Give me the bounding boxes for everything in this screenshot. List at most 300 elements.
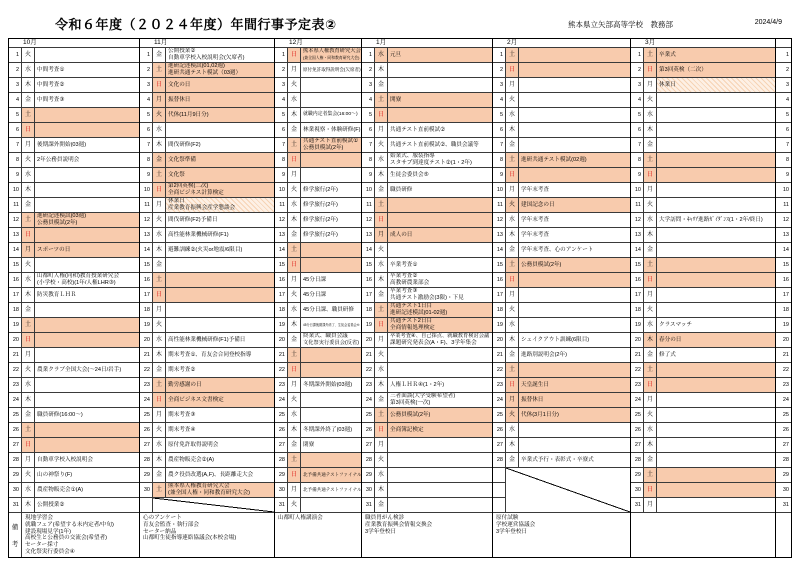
day-number-cell: 1 [140,48,153,63]
weekday-cell: 木 [153,138,166,153]
event-cell [166,468,274,483]
day-number-cell: 11 [140,198,153,213]
day-index-cell: 23 [776,378,791,393]
day-number-cell: 22 [275,363,288,378]
event-cell [657,318,775,333]
weekday-cell: 金 [22,408,35,423]
remarks-text: 山都町人権講演会 [278,515,323,521]
weekday-cell: 日 [506,63,519,78]
day-number-cell: 27 [493,438,506,453]
event-cell [301,63,361,78]
event-cell [388,258,492,273]
weekday-cell: 土 [375,408,388,423]
event-text: 生徒会委員会⑤ [390,171,429,178]
event-cell [519,423,630,438]
day-number-cell: 9 [9,168,22,183]
weekday-cell: 金 [375,498,388,513]
day-number-cell: 14 [9,243,22,258]
remarks-text: 山都町生徒指導連絡協議会(本校会場) [143,535,237,542]
weekday-cell: 水 [644,108,657,123]
event-text: 進路別説明会(2年) [521,351,567,358]
event-text: 中間考査② [37,81,65,88]
day-number-cell: 1 [493,48,506,63]
day-number-cell: 13 [362,228,375,243]
day-number-cell: 2 [631,63,644,78]
event-cell [35,288,139,303]
event-text: 全商情報処理検定 [390,325,435,331]
day-number-cell: 27 [275,438,288,453]
event-cell [166,273,274,288]
weekday-cell: 日 [375,213,388,228]
weekday-cell: 日 [506,168,519,183]
weekday-cell: 火 [22,468,35,483]
event-text: 高性能林業機械研修(F1) [168,231,229,238]
day-index-cell: 28 [776,453,791,468]
weekday-cell: 火 [644,93,657,108]
event-text: 振替休日 [168,96,191,103]
event-cell [388,93,492,108]
weekday-cell: 水 [506,108,519,123]
day-number-cell: 17 [140,288,153,303]
event-cell [301,258,361,273]
weekday-cell: 金 [22,198,35,213]
event-cell [519,138,630,153]
day-number-cell: 20 [631,333,644,348]
day-number-cell: 29 [362,468,375,483]
weekday-cell: 水 [644,423,657,438]
weekday-cell: 月 [506,288,519,303]
event-text: 修学旅行(2年) [303,216,338,223]
remarks-text: 就職フェア(希望する未内定者/中旬) [25,521,114,528]
day-number-cell: 31 [631,498,644,513]
day-number-cell: 9 [631,168,644,183]
day-number-cell: 11 [493,198,506,213]
weekday-cell: 金 [375,78,388,93]
day-number-cell: 14 [493,243,506,258]
event-text: 卒業考査④、自己採点、就職教育検討会議 [390,333,490,340]
event-cell [166,258,274,273]
event-cell [519,333,630,348]
weekday-cell: 水 [375,48,388,63]
weekday-cell: 木 [288,423,301,438]
event-cell [519,153,630,168]
weekday-cell: 火 [644,408,657,423]
event-cell [657,183,775,198]
month-header: 11月 [140,39,274,48]
event-cell [657,363,775,378]
event-text: 産業教育振興会産学懇談会 [168,205,236,211]
event-text: 間伐研修(F2) [168,141,201,148]
day-number-cell: 19 [140,318,153,333]
month-column [362,39,493,557]
day-number-cell: 9 [275,168,288,183]
event-text: スタサプ到達度テスト②(1・2年) [390,160,472,166]
event-cell [657,168,775,183]
day-number-cell [140,498,153,513]
event-text: 共通テスト直前模試②、職員会議等 [390,141,479,148]
day-index-cell: 3 [776,78,791,93]
weekday-cell: 木 [644,123,657,138]
day-number-cell: 1 [9,48,22,63]
day-number-cell: 8 [493,153,506,168]
event-cell [35,183,139,198]
weekday-cell: 木 [375,63,388,78]
day-number-cell: 26 [9,423,22,438]
event-cell [519,228,630,243]
weekday-cell: 月 [375,228,388,243]
event-cell [519,453,630,468]
day-number-cell: 15 [362,258,375,273]
day-number-cell: 19 [493,318,506,333]
event-cell [166,483,274,498]
weekday-cell: 月 [153,93,166,108]
day-number-cell: 24 [9,393,22,408]
event-text: 修学旅行(2年) [303,201,338,208]
weekday-cell: 土 [153,483,166,498]
event-cell [657,423,775,438]
weekday-cell: 土 [153,168,166,183]
event-text: シェイクアウト訓練(6限目) [521,336,590,343]
event-text: 全商ビジネス計算検定 [168,190,224,196]
event-cell [166,93,274,108]
day-number-cell: 5 [9,108,22,123]
page-title: 令和６年度（２０２４年度）年間行事予定表② [55,17,337,32]
day-number-cell [493,468,506,483]
weekday-cell: 月 [375,123,388,138]
event-cell [657,303,775,318]
weekday-cell: 水 [22,483,35,498]
event-cell [657,498,775,513]
event-text: 原付免許取得説明会 [168,441,219,448]
event-cell [388,363,492,378]
day-number-cell: 24 [362,393,375,408]
day-number-cell: 16 [9,273,22,288]
event-text: 全商簿記検定 [390,426,424,433]
weekday-cell: 土 [644,48,657,63]
weekday-cell: 水 [375,153,388,168]
event-text: 文化祭準備 [168,156,196,163]
day-number-cell: 25 [9,408,22,423]
day-number-cell: 21 [140,348,153,363]
weekday-cell: 木 [644,228,657,243]
weekday-cell: 金 [153,468,166,483]
event-cell [657,348,775,363]
event-text: 間伐研修(F2)予備日 [168,216,218,223]
weekday-cell: 金 [375,288,388,303]
day-number-cell: 17 [631,288,644,303]
weekday-cell: 土 [644,363,657,378]
weekday-cell: 金 [644,243,657,258]
day-number-cell: 19 [362,318,375,333]
event-cell [35,318,139,333]
event-text: 修了式 [659,351,676,358]
event-text: 休業日 [659,81,676,88]
day-number-cell: 2 [493,63,506,78]
remarks-text: 高校生と公務員の交流会(希望者) [25,535,108,542]
event-cell [519,48,630,63]
day-index-cell: 25 [776,408,791,423]
event-cell [657,438,775,453]
event-text: クラスマッチ [659,321,693,328]
event-cell [35,423,139,438]
print-date: 2024/4/9 [754,19,782,26]
event-cell [35,468,139,483]
event-cell [301,213,361,228]
event-cell [301,153,361,168]
weekday-cell: 水 [153,123,166,138]
day-number-cell: 2 [362,63,375,78]
day-number-cell: 12 [493,213,506,228]
event-cell [519,363,630,378]
event-text: 開寮 [390,96,402,103]
event-text: 第2回英検(二次) [168,183,209,190]
event-text: 進研共通テスト模試(02週) [521,156,587,163]
event-text: 職員研修 [390,186,413,193]
day-index-cell: 30 [776,483,791,498]
event-cell [301,363,361,378]
event-cell [657,273,775,288]
event-cell [388,78,492,93]
event-cell [657,378,775,393]
day-number-cell: 16 [631,273,644,288]
day-number-cell: 7 [275,138,288,153]
weekday-cell: 土 [22,318,35,333]
event-text: 公開授業② [37,501,65,508]
event-text: 成人の日 [390,231,413,238]
event-cell [166,198,274,213]
event-cell [657,213,775,228]
event-cell [657,198,775,213]
month-column [493,39,631,557]
event-cell [519,108,630,123]
event-text: 45分日課 [303,291,327,298]
day-index-cell: 8 [776,153,791,168]
event-text: 休業日 [168,198,185,205]
day-number-cell: 23 [275,378,288,393]
event-text: 防災教育ＬＨＲ [37,291,77,298]
day-number-cell: 22 [9,363,22,378]
day-number-cell: 13 [275,228,288,243]
event-cell [166,63,274,78]
day-number-cell: 23 [140,378,153,393]
weekday-cell: 金 [375,183,388,198]
event-text: 進研記述模試(01,02週) [168,63,225,70]
remarks-cell [22,513,139,557]
event-cell [388,408,492,423]
event-cell [388,48,492,63]
day-number-cell: 11 [362,198,375,213]
event-text: 山の神祭り(F) [37,471,73,478]
day-number-cell: 22 [631,363,644,378]
event-cell [657,108,775,123]
event-cell [166,288,274,303]
remarks-text: 現地学習会 [25,515,53,521]
day-index-cell: 4 [776,93,791,108]
remarks-text: 職員胃がん検診 [365,515,405,521]
event-cell [388,333,492,348]
day-number-cell: 31 [275,498,288,513]
event-text: 人権ＬＨＲ④(1・2年) [390,381,445,388]
weekday-cell: 土 [644,258,657,273]
event-cell [519,93,630,108]
weekday-cell: 土 [375,303,388,318]
event-cell [35,438,139,453]
event-text: 中間考査① [37,66,65,73]
weekday-cell: 土 [22,108,35,123]
day-number-cell: 3 [493,78,506,93]
weekday-cell: 金 [644,453,657,468]
event-cell [35,138,139,153]
remarks-text: 文化祭実行委員会④ [25,548,75,555]
day-number-cell: 12 [362,213,375,228]
weekday-cell: 月 [506,78,519,93]
event-text: 公務員模試(2年) [37,220,78,226]
day-index-cell: 13 [776,228,791,243]
event-cell [166,303,274,318]
remarks-text: 産業教育振興会情報交換会 [365,521,433,528]
event-cell [301,123,361,138]
day-number-cell: 28 [140,453,153,468]
day-number-cell: 14 [140,243,153,258]
day-number-cell: 10 [275,183,288,198]
day-number-cell: 13 [631,228,644,243]
day-number-cell: 7 [140,138,153,153]
weekday-cell: 土 [506,363,519,378]
day-index-cell: 14 [776,243,791,258]
weekday-cell: 土 [375,198,388,213]
event-text: 第3回英検(一次) [390,400,431,406]
event-text: 45分日課、職員研修 [303,306,354,313]
event-text: 熊本県人権教育研究大会 [303,48,361,55]
day-number-cell: 30 [362,483,375,498]
event-cell [519,348,630,363]
day-number-cell: 15 [9,258,22,273]
weekday-cell: 木 [506,228,519,243]
day-number-cell: 31 [9,498,22,513]
event-text: 共通テスト1日目 [390,303,433,310]
weekday-cell: 日 [22,438,35,453]
event-cell [388,318,492,333]
event-cell [657,288,775,303]
day-number-cell: 4 [362,93,375,108]
event-text: 修学旅行(2年) [303,186,338,193]
event-text: 期末考査①、育友会合同登校指導 [168,351,252,358]
day-index-cell: 19 [776,318,791,333]
day-number-cell: 5 [362,108,375,123]
event-cell [388,498,492,513]
month-column [275,39,362,557]
event-cell [35,198,139,213]
day-number-cell: 17 [275,288,288,303]
weekday-cell: 水 [506,213,519,228]
event-text: 進研共通テスト模試（03週） [168,70,242,76]
remarks-label: 備 考 [9,513,22,557]
weekday-cell: 日 [153,78,166,93]
weekday-cell: 水 [153,333,166,348]
day-number-cell: 16 [362,273,375,288]
event-cell [519,123,630,138]
event-cell [657,153,775,168]
day-number-cell: 20 [362,333,375,348]
event-cell [301,138,361,153]
day-number-cell: 8 [362,153,375,168]
event-cell [519,183,630,198]
weekday-cell: 日 [288,363,301,378]
day-number-cell: 10 [362,183,375,198]
day-number-cell: 6 [631,123,644,138]
event-text: (兼全国人権・同和教育研究大会) [168,490,251,496]
day-number-cell: 22 [493,363,506,378]
day-number-cell: 17 [493,288,506,303]
event-cell [301,378,361,393]
event-text: 45分日課後期課外終了、生徒会委員会⑥ [303,322,360,327]
month-header: 12月 [275,39,361,48]
event-cell [166,183,274,198]
day-number-cell: 18 [362,303,375,318]
event-text: 公開授業② [168,48,196,55]
day-number-cell: 10 [631,183,644,198]
event-text: 農産物販売会①(A) [37,486,84,493]
weekday-cell: 土 [644,153,657,168]
event-cell [166,168,274,183]
event-text: 勤労感謝の日 [168,381,202,388]
weekday-cell: 月 [644,498,657,513]
day-number-cell: 19 [9,318,22,333]
event-cell [166,423,274,438]
weekday-cell: 火 [506,198,519,213]
day-number-cell: 3 [275,78,288,93]
event-cell [166,348,274,363]
remarks-text: セーター納品 [143,528,177,535]
weekday-cell: 火 [288,288,301,303]
day-index-cell: 17 [776,288,791,303]
event-cell [657,393,775,408]
event-cell [301,183,361,198]
weekday-cell: 木 [22,288,35,303]
event-cell [166,78,274,93]
day-number-cell: 25 [631,408,644,423]
remarks-text: 3学年登校日 [496,528,528,535]
event-text: 三者面談(大学受験希望者) [390,393,456,400]
day-number-cell: 8 [631,153,644,168]
event-cell [301,318,361,333]
event-cell [519,63,630,78]
weekday-cell: 土 [644,468,657,483]
event-cell [166,453,274,468]
event-cell [301,498,361,513]
remarks-cell [493,513,630,557]
day-number-cell: 13 [493,228,506,243]
day-index-cell: 12 [776,213,791,228]
event-text: 林業視察・体験研修(F) [303,126,361,133]
day-number-cell: 28 [631,453,644,468]
event-cell [519,408,630,423]
day-index-cell: 31 [776,498,791,513]
weekday-cell: 金 [22,303,35,318]
day-number-cell: 8 [9,153,22,168]
weekday-cell: 土 [506,153,519,168]
weekday-cell: 日 [153,183,166,198]
event-text: 原付免許取得説明会(欠席者) [303,66,361,72]
day-number-cell: 9 [362,168,375,183]
day-number-cell: 27 [140,438,153,453]
event-cell [388,468,492,483]
event-text: 共通テスト直前模試② [390,126,446,133]
event-cell [519,243,630,258]
event-cell [301,168,361,183]
event-text: 農業クラブ全国大会(～24日/岩手) [37,366,122,373]
event-cell [519,438,630,453]
